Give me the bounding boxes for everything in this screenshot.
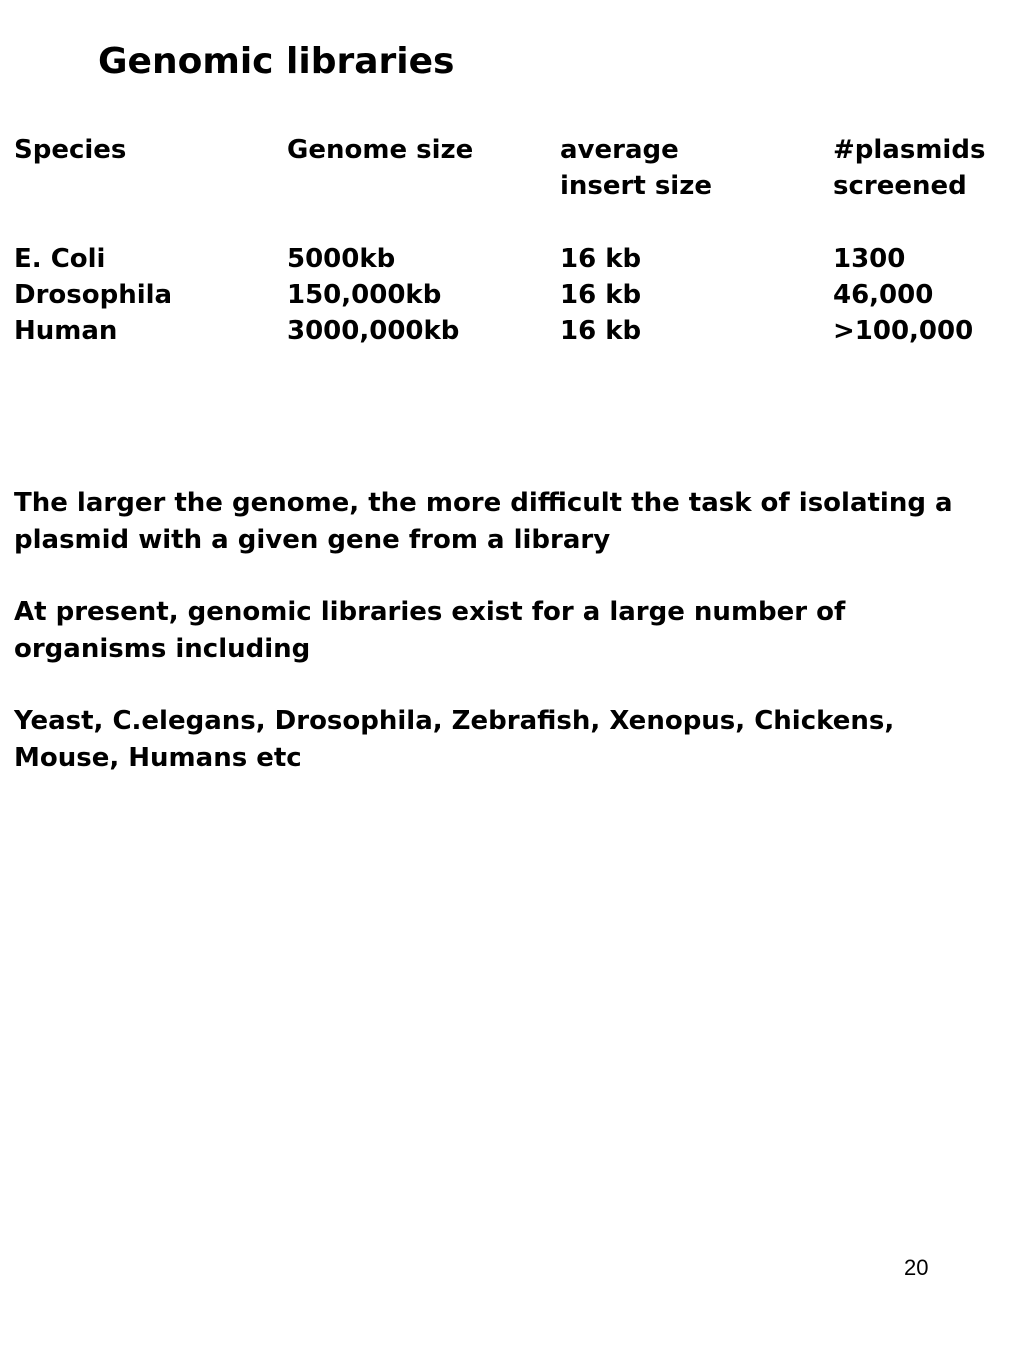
table-row xyxy=(14,313,1014,349)
page-number: 20 xyxy=(904,1255,929,1280)
header-screened: screened xyxy=(833,171,967,201)
header-average: average xyxy=(560,135,679,165)
cell-species: Human xyxy=(14,316,118,346)
cell-plasmids: 1300 xyxy=(833,244,906,274)
slide-title: Genomic libraries xyxy=(98,41,455,82)
cell-genome-size: 3000,000kb xyxy=(287,316,460,346)
header-genome-size: Genome size xyxy=(287,135,474,165)
genome-table xyxy=(14,132,1014,349)
cell-species: E. Coli xyxy=(14,244,106,274)
cell-insert-size: 16 kb xyxy=(560,316,642,346)
cell-plasmids: 46,000 xyxy=(833,280,934,310)
paragraph-genome-size-difficulty: The larger the genome, the more difficult the task of isolating a plasmid with a given gene from a library xyxy=(14,488,953,555)
header-plasmids: #plasmids xyxy=(833,135,986,165)
cell-plasmids: >100,000 xyxy=(833,316,974,346)
paragraph-organism-list: Yeast, C.elegans, Drosophila, Zebrafish, Xenopus, Chickens, Mouse, Humans etc xyxy=(14,706,895,773)
cell-genome-size: 150,000kb xyxy=(287,280,442,310)
table-header-row xyxy=(14,132,1014,168)
table-spacer xyxy=(14,204,1014,241)
cell-insert-size: 16 kb xyxy=(560,280,642,310)
cell-insert-size: 16 kb xyxy=(560,244,642,274)
cell-genome-size: 5000kb xyxy=(287,244,396,274)
table-row xyxy=(14,277,1014,313)
table-row xyxy=(14,241,1014,277)
paragraph-existing-libraries: At present, genomic libraries exist for a large number of organisms including xyxy=(14,597,846,664)
header-species: Species xyxy=(14,135,127,165)
table-header-row-2 xyxy=(14,168,1014,204)
cell-species: Drosophila xyxy=(14,280,173,310)
header-insert-size: insert size xyxy=(560,171,712,201)
